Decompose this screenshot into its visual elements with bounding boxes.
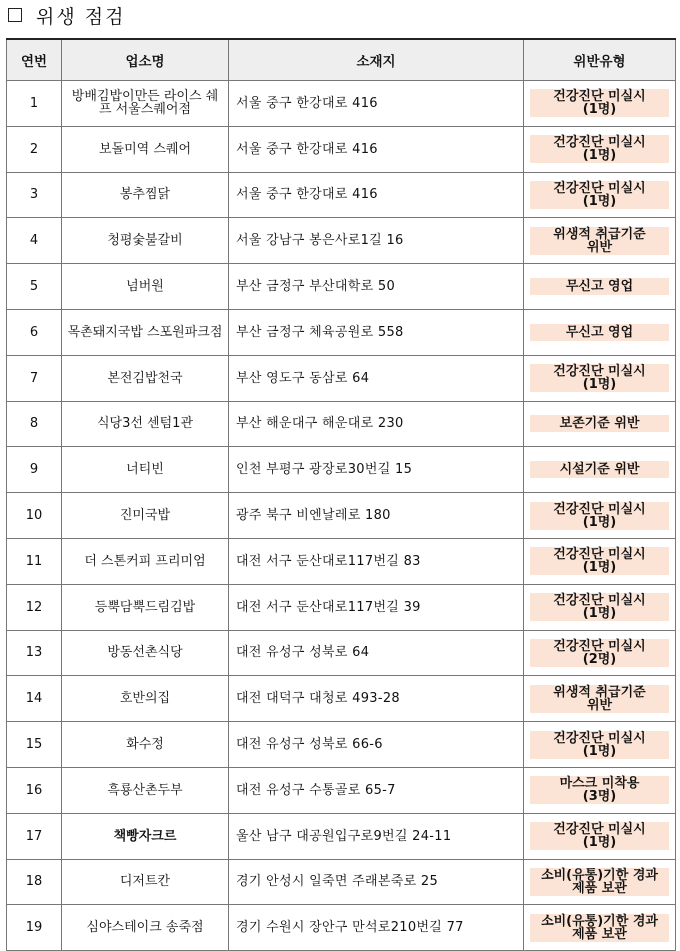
violation-badge xyxy=(530,364,669,392)
table-row xyxy=(7,355,676,401)
violation-cell xyxy=(524,538,676,584)
violation-line: 위반 xyxy=(586,239,613,255)
violation-cell xyxy=(524,722,676,768)
business-name: 더 스톤커피 프리미엄 xyxy=(62,538,229,584)
row-number: 14 xyxy=(7,676,62,722)
row-number: 16 xyxy=(7,767,62,813)
inspection-table xyxy=(6,38,676,951)
square-bullet-icon xyxy=(8,8,22,22)
header-violation: 위반유형 xyxy=(524,39,676,81)
violation-cell xyxy=(524,355,676,401)
table-row xyxy=(7,493,676,539)
violation-line: (1명) xyxy=(582,606,617,622)
violation-line: (2명) xyxy=(582,651,617,667)
address: 서울 중구 한강대로 416 xyxy=(229,172,524,218)
violation-badge xyxy=(530,593,669,621)
table-row xyxy=(7,126,676,172)
row-number: 13 xyxy=(7,630,62,676)
business-name: 등뿍담뿍드림김밥 xyxy=(62,584,229,630)
header-name: 업소명 xyxy=(62,39,229,81)
violation-badge xyxy=(530,914,669,942)
violation-line: 소비(유통)기한 경과 xyxy=(541,867,658,883)
address: 경기 수원시 장안구 만석로210번길 77 xyxy=(229,905,524,951)
table-row xyxy=(7,767,676,813)
row-number: 18 xyxy=(7,859,62,905)
row-number: 2 xyxy=(7,126,62,172)
violation-line: 제품 보관 xyxy=(572,926,627,942)
violation-cell xyxy=(524,676,676,722)
table-row xyxy=(7,813,676,859)
table-row xyxy=(7,630,676,676)
violation-cell xyxy=(524,172,676,218)
table-row xyxy=(7,722,676,768)
row-number: 15 xyxy=(7,722,62,768)
violation-cell xyxy=(524,309,676,355)
business-name: 디저트칸 xyxy=(62,859,229,905)
violation-line: (1명) xyxy=(582,377,617,393)
violation-cell xyxy=(524,493,676,539)
violation-badge xyxy=(530,502,669,530)
address: 인천 부평구 광장로30번길 15 xyxy=(229,447,524,493)
address: 서울 중구 한강대로 416 xyxy=(229,126,524,172)
business-name: 식당3선 센텀1관 xyxy=(62,401,229,447)
violation-cell xyxy=(524,447,676,493)
address: 대전 유성구 성북로 66-6 xyxy=(229,722,524,768)
violation-badge xyxy=(530,135,669,163)
violation-line: (1명) xyxy=(582,148,617,164)
violation-line: 건강진단 미실시 xyxy=(553,593,646,609)
violation-badge xyxy=(530,415,669,432)
violation-line: 시설기준 위반 xyxy=(559,462,640,478)
row-number: 4 xyxy=(7,218,62,264)
address: 대전 서구 둔산대로117번길 83 xyxy=(229,538,524,584)
address: 부산 해운대구 해운대로 230 xyxy=(229,401,524,447)
table-row xyxy=(7,172,676,218)
violation-badge xyxy=(530,547,669,575)
business-name: 보돌미역 스퀘어 xyxy=(62,126,229,172)
table-body xyxy=(7,81,676,951)
violation-line: (3명) xyxy=(582,789,617,805)
violation-line: 건강진단 미실시 xyxy=(553,180,646,196)
table-row xyxy=(7,584,676,630)
business-name: 호반의집 xyxy=(62,676,229,722)
page-title xyxy=(6,0,125,30)
violation-line: 무신고 영업 xyxy=(565,324,634,340)
violation-line: 소비(유통)기한 경과 xyxy=(541,913,658,929)
violation-cell xyxy=(524,264,676,310)
business-name: 화수정 xyxy=(62,722,229,768)
violation-cell xyxy=(524,859,676,905)
violation-line: (1명) xyxy=(582,193,617,209)
violation-cell xyxy=(524,126,676,172)
violation-line: 위반 xyxy=(586,697,613,713)
violation-line: 건강진단 미실시 xyxy=(553,730,646,746)
row-number: 7 xyxy=(7,355,62,401)
violation-line: 보존기준 위반 xyxy=(559,416,640,432)
table-row xyxy=(7,81,676,127)
table-row xyxy=(7,538,676,584)
violation-line: 무신고 영업 xyxy=(565,279,634,295)
violation-line: 건강진단 미실시 xyxy=(553,547,646,563)
address: 대전 유성구 성북로 64 xyxy=(229,630,524,676)
violation-line: 건강진단 미실시 xyxy=(553,135,646,151)
violation-cell xyxy=(524,401,676,447)
page-title-text: 위생 점검 xyxy=(36,5,126,28)
violation-cell xyxy=(524,813,676,859)
row-number: 5 xyxy=(7,264,62,310)
row-number: 6 xyxy=(7,309,62,355)
row-number: 10 xyxy=(7,493,62,539)
row-number: 17 xyxy=(7,813,62,859)
business-name: 본전김밥천국 xyxy=(62,355,229,401)
violation-badge xyxy=(530,461,669,478)
violation-line: 건강진단 미실시 xyxy=(553,364,646,380)
row-number: 1 xyxy=(7,81,62,127)
violation-cell xyxy=(524,767,676,813)
violation-line: (1명) xyxy=(582,102,617,118)
address: 경기 안성시 일죽면 주래본죽로 25 xyxy=(229,859,524,905)
violation-line: 건강진단 미실시 xyxy=(553,89,646,105)
business-name: 청평숯불갈비 xyxy=(62,218,229,264)
business-name: 방배김밥이만든 라이스 쉐프 서울스퀘어점 xyxy=(62,81,229,127)
violation-line: 마스크 미착용 xyxy=(559,776,640,792)
violation-line: 건강진단 미실시 xyxy=(553,501,646,517)
violation-line: 제품 보관 xyxy=(572,880,627,896)
violation-badge xyxy=(530,822,669,850)
row-number: 9 xyxy=(7,447,62,493)
table-row xyxy=(7,309,676,355)
row-number: 3 xyxy=(7,172,62,218)
address: 부산 영도구 동삼로 64 xyxy=(229,355,524,401)
violation-badge xyxy=(530,324,669,341)
violation-badge xyxy=(530,181,669,209)
violation-line: (1명) xyxy=(582,743,617,759)
row-number: 19 xyxy=(7,905,62,951)
violation-badge xyxy=(530,868,669,896)
violation-cell xyxy=(524,630,676,676)
violation-badge xyxy=(530,278,669,295)
row-number: 8 xyxy=(7,401,62,447)
address: 부산 금정구 체육공원로 558 xyxy=(229,309,524,355)
business-name: 흑룡산촌두부 xyxy=(62,767,229,813)
address: 대전 유성구 수통골로 65-7 xyxy=(229,767,524,813)
business-name: 봉추찜닭 xyxy=(62,172,229,218)
table-row xyxy=(7,905,676,951)
business-name: 책빵자크르 xyxy=(62,813,229,859)
violation-line: (1명) xyxy=(582,514,617,530)
violation-line: 건강진단 미실시 xyxy=(553,822,646,838)
violation-badge xyxy=(530,89,669,117)
business-name: 방동선촌식당 xyxy=(62,630,229,676)
table-row xyxy=(7,264,676,310)
violation-badge xyxy=(530,639,669,667)
address: 대전 서구 둔산대로117번길 39 xyxy=(229,584,524,630)
business-name: 진미국밥 xyxy=(62,493,229,539)
violation-line: 위생적 취급기준 xyxy=(553,684,646,700)
table-row xyxy=(7,401,676,447)
business-name: 넘버원 xyxy=(62,264,229,310)
table-row xyxy=(7,859,676,905)
violation-cell xyxy=(524,81,676,127)
row-number: 11 xyxy=(7,538,62,584)
business-name: 심야스테이크 송죽점 xyxy=(62,905,229,951)
business-name: 너티빈 xyxy=(62,447,229,493)
violation-cell xyxy=(524,218,676,264)
address: 서울 중구 한강대로 416 xyxy=(229,81,524,127)
address: 부산 금정구 부산대학로 50 xyxy=(229,264,524,310)
table-row xyxy=(7,676,676,722)
violation-badge xyxy=(530,685,669,713)
address: 서울 강남구 봉은사로1길 16 xyxy=(229,218,524,264)
violation-badge xyxy=(530,776,669,804)
row-number: 12 xyxy=(7,584,62,630)
violation-line: (1명) xyxy=(582,560,617,576)
table-row xyxy=(7,218,676,264)
violation-badge xyxy=(530,731,669,759)
violation-line: 위생적 취급기준 xyxy=(553,226,646,242)
business-name: 목촌돼지국밥 스포원파크점 xyxy=(62,309,229,355)
header-no: 연번 xyxy=(7,39,62,81)
violation-line: (1명) xyxy=(582,835,617,851)
address: 대전 대덕구 대청로 493-28 xyxy=(229,676,524,722)
violation-badge xyxy=(530,227,669,255)
address: 광주 북구 비엔날레로 180 xyxy=(229,493,524,539)
violation-line: 건강진단 미실시 xyxy=(553,638,646,654)
header-address: 소재지 xyxy=(229,39,524,81)
address: 울산 남구 대공원입구로9번길 24-11 xyxy=(229,813,524,859)
violation-cell xyxy=(524,905,676,951)
violation-cell xyxy=(524,584,676,630)
table-row xyxy=(7,447,676,493)
table-header-row xyxy=(7,39,676,81)
